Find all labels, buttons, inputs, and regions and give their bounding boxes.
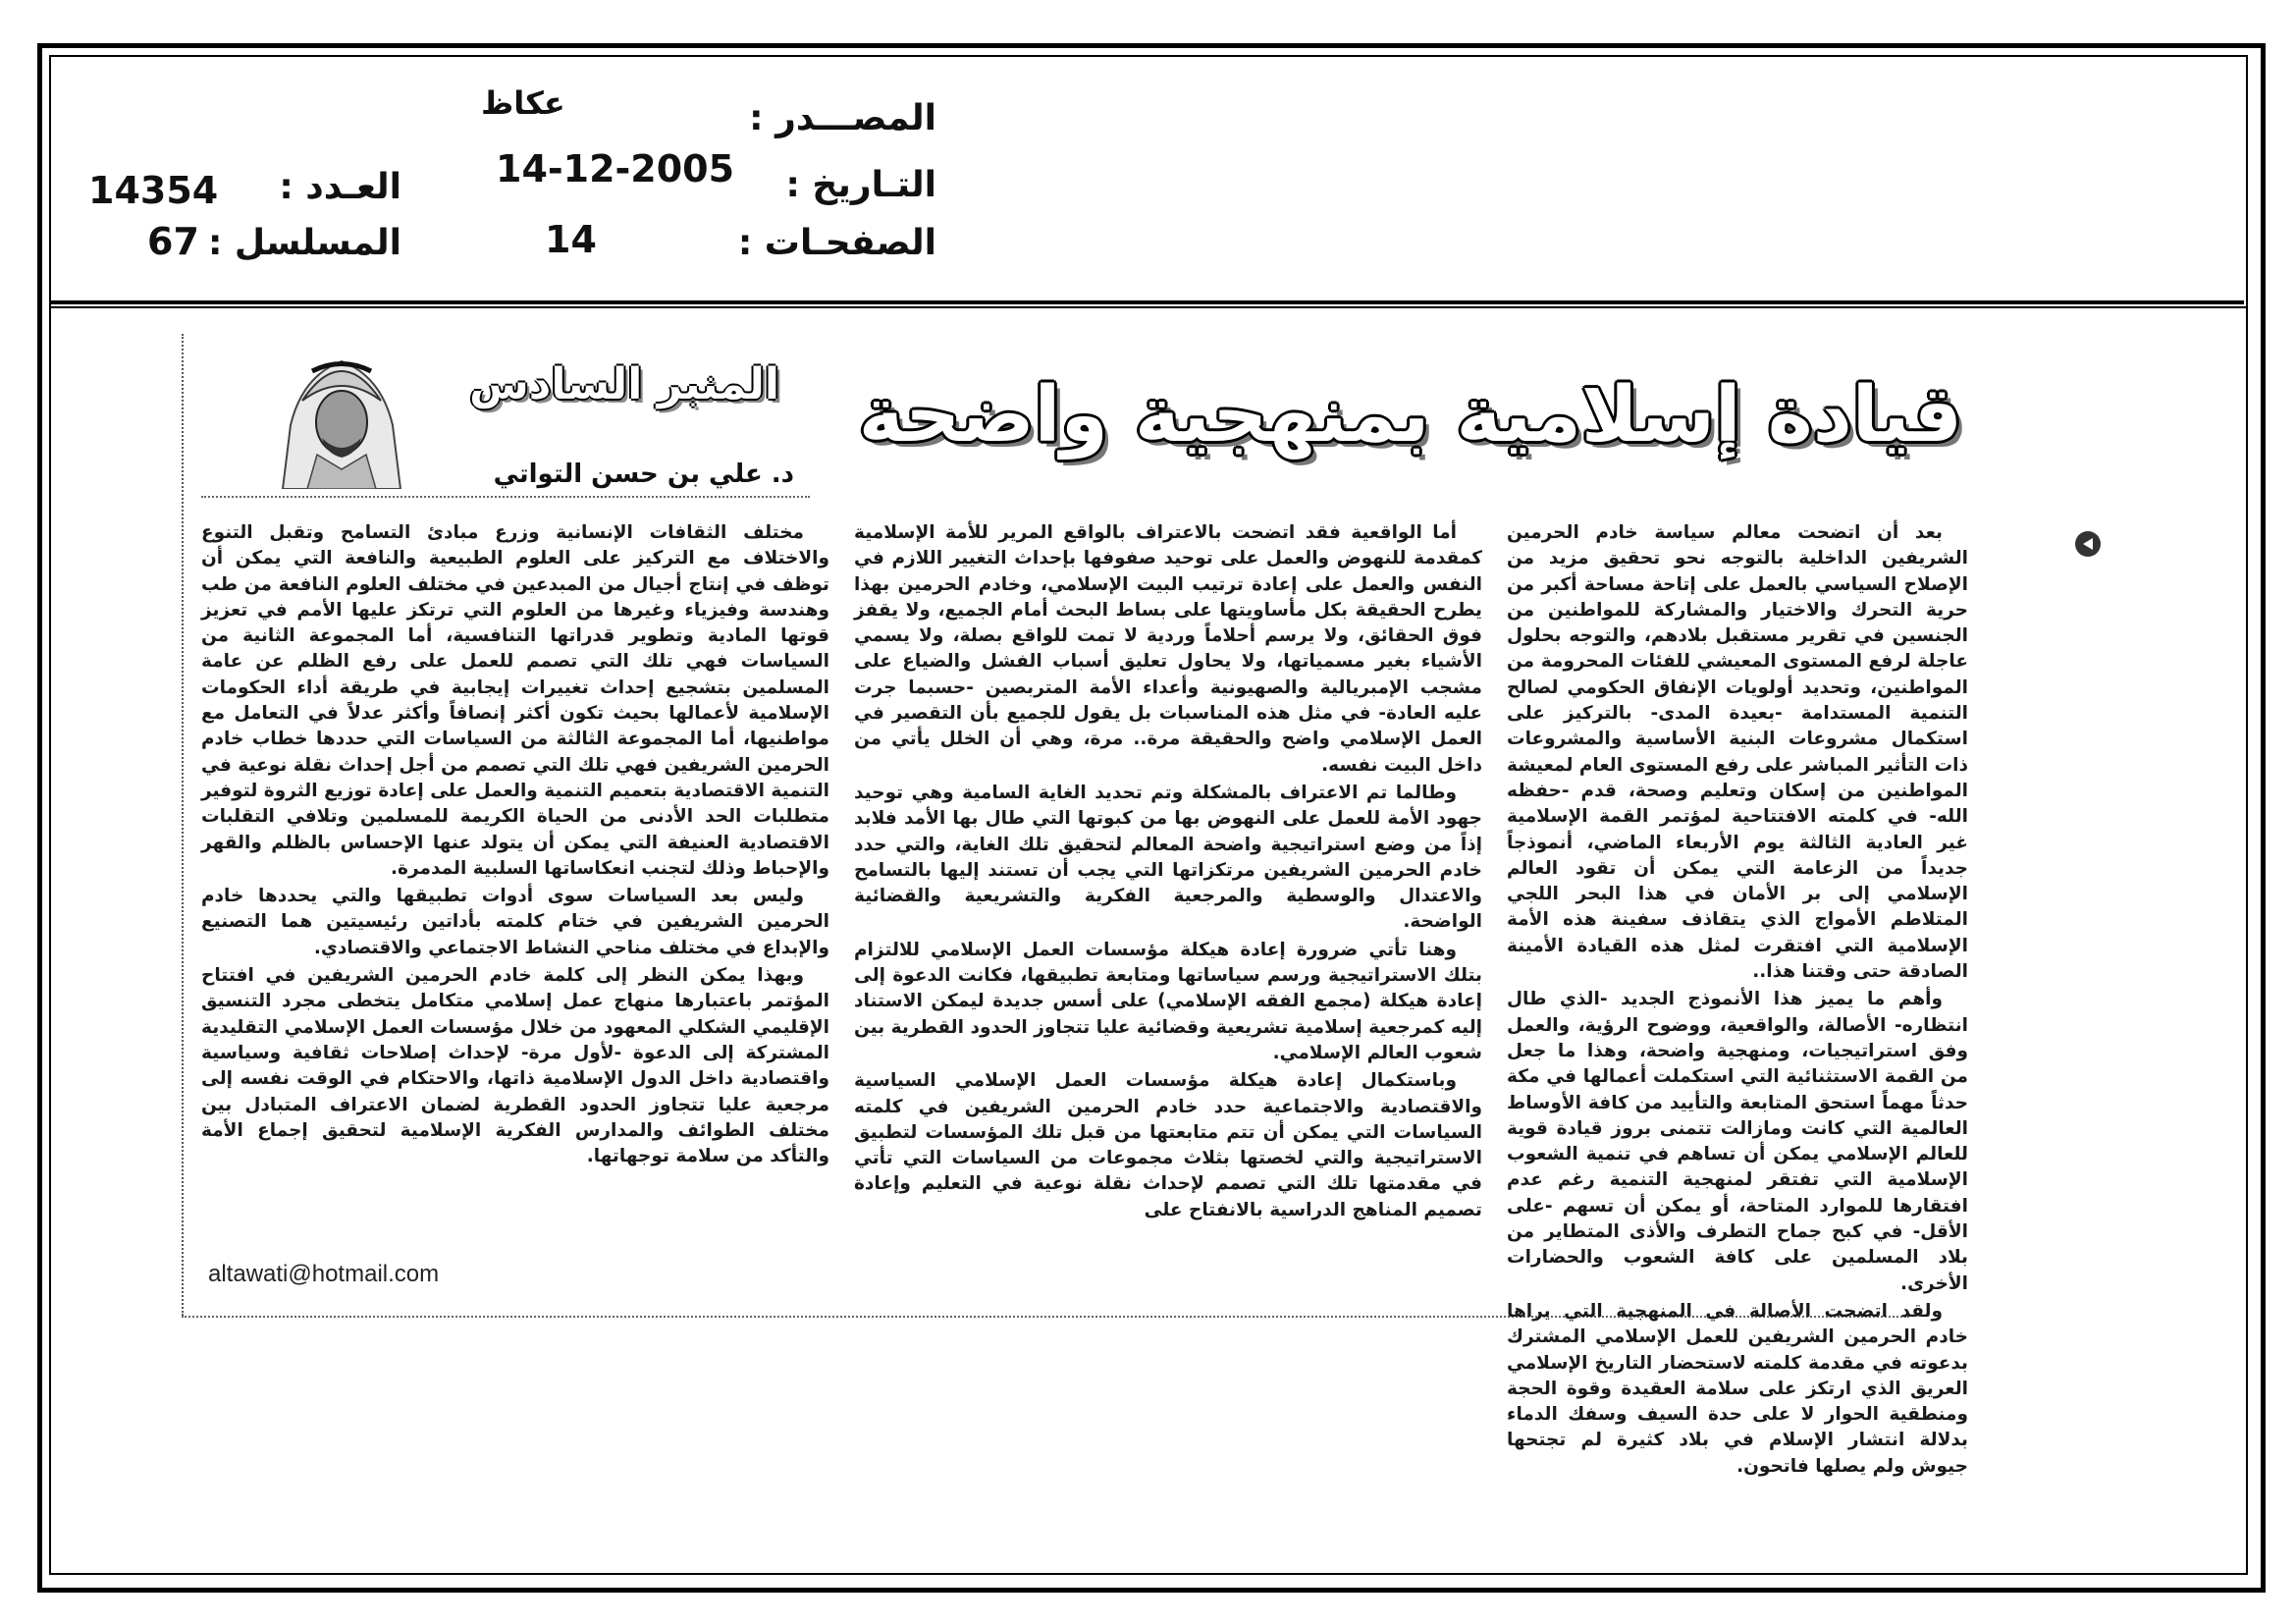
paragraph: بعد أن اتضحت معالم سياسة خادم الحرمين الشريفين الداخلية بالتوجه نحو تحقيق مزيد من الإصلاح السياسي بالعمل على إتاحة مساحة أكبر من حرية التحرك والاختيار والمشاركة للمواطنين من الجنسين في تقرير مستقبل بلادهم، والتوجه بحلول عاجلة لرفع المستوى المعيشي للفئات المحرومة من المواطنين، وتحديد أولويات الإنفاق الحكومي لصالح التنمية المستدامة -بعيدة المدى- بالتركيز على استكمال مشروعات البنية الأساسية والمشروعات ذات التأثير المباشر على رفع المستوى العام لمعيشة المواطنين من إسكان وتعليم وصحة، قدم -حفظه الله- في كلمته الافتتاحية لمؤتمر القمة الإسلامية غير العادية الثالثة يوم الأربعاء الماضي، أنموذجاً جديداً من الزعامة التي يمكن أن تقود العالم الإسلامي إلى بر الأمان في هذا البحر اللجي المتلاطم الأمواج الذي يتقاذف سفينة هذه الأمة الإسلامية التي افتقرت لمثل هذه القيادة الأمينة الصادقة حتى وقتنا هذا.. xyxy=(1507,522,1968,983)
author-photo xyxy=(263,332,420,489)
date-label: التـاريخ : xyxy=(785,165,936,205)
header-divider xyxy=(49,306,2248,308)
author-rule xyxy=(201,496,810,498)
article-headline: قيادة إسلامية بمنهجية واضحة xyxy=(858,371,1962,460)
column-name: المنبر السادس xyxy=(469,359,779,409)
bullet-arrow-icon xyxy=(2073,529,2103,559)
serial-label: المسلسل : xyxy=(207,223,401,263)
paragraph: وهنا تأتي ضرورة إعادة هيكلة مؤسسات العمل الإسلامي للالتزام بتلك الاستراتيجية ورسم سياساتها ومتابعة تطبيقها، فكانت الدعوة إلى إعادة هيكلة (مجمع الفقه الإسلامي) على أسس جديدة ليمكن الاستناد إليه كمرجعية إسلامية تشريعية وقضائية عليا تتجاوز الحدود القطرية بين شعوب العالم الإسلامي. xyxy=(854,939,1482,1063)
pages-label: الصفحـات : xyxy=(737,223,936,263)
paragraph: وباستكمال إعادة هيكلة مؤسسات العمل الإسلامي السياسية والاقتصادية والاجتماعية حدد خادم الحرمين الشريفين في كلمته السياسات التي يمكن أن تتم متابعتها من قبل تلك المؤسسات لتطبيق الاستراتيجية والتي لخصتها بثلاث مجموعات من السياسات التي تأتي في مقدمتها تلك التي تصمم لإحداث نقلة نوعية في التعليم وإعادة تصميم المناهج الدراسية بالانفتاح على xyxy=(854,1070,1482,1220)
pages-value: 14 xyxy=(545,218,597,261)
source-value: عكاظ xyxy=(481,84,565,122)
paragraph: أما الواقعية فقد اتضحت بالاعتراف بالواقع المرير للأمة الإسلامية كمقدمة للنهوض والعمل على توحيد صفوفها بإحداث التغيير اللازم في النفس والعمل على إعادة ترتيب البيت الإسلامي، وخادم الحرمين بهذا يطرح الحقيقة بكل مأساويتها على بساط البحث أمام الجميع، ولا يقفز فوق الحقائق، ولا يرسم أحلاماً وردية لا تمت للواقع بصلة، ولا يسمي الأشياء بغير مسمياتها، ولا يحاول تعليق أسباب الفشل والضياع على مشجب الإمبريالية والصهيونية وأعداء الأمة المتربصين -حسبما جرت عليه العادة- في مثل هذه المناسبات بل يقول للجميع بأن التقصير في العمل الإسلامي واضح والحقيقة مرة.. مرة، وهي أن الخلل يأتي من داخل البيت نفسه. xyxy=(854,522,1482,776)
paragraph: ولقد اتضحت الأصالة في المنهجية التي يراها خادم الحرمين الشريفين للعمل الإسلامي المشترك بدعوته في مقدمة كلمته لاستحضار التاريخ الإسلامي العريق الذي ارتكز على سلامة العقيدة وقوة الحجة ومنطقية الحوار لا على حدة السيف وسفك الدماء بدلالة انتشار الإسلام في بلاد كثيرة لم تجتحها جيوش ولم يصلها فاتحون. xyxy=(1507,1300,1968,1477)
author-email[interactable]: altawati@hotmail.com xyxy=(208,1261,440,1287)
paragraph: وأهم ما يميز هذا الأنموذج الجديد -الذي طال انتظاره- الأصالة، والواقعية، ووضوح الرؤية، والعمل وفق استراتيجيات، ومنهجية واضحة، وهذا ما جعل من القمة الاستثنائية التي استكملت أعمالها في مكة حدثاً مهماً استحق المتابعة والتأييد من كافة الأوساط العالمية التي كانت ومازالت تتمنى بروز قيادة قوية للعالم الإسلامي يمكن أن تساهم في تنمية الشعوب الإسلامية التي تفتقر لمنهجية التنمية رغم عدم افتقارها للموارد المتاحة، أو يمكن أن تسهم -على الأقل- في كبح جماح التطرف والأذى المتطاير من بلاد المسلمين على كافة الشعوب والحضارات الأخرى. xyxy=(1507,989,1968,1294)
column-left xyxy=(201,520,829,1171)
date-value: 14-12-2005 xyxy=(496,147,735,190)
left-margin-rule xyxy=(182,334,184,1316)
author-name: د. علي بن حسن التواتي xyxy=(493,460,794,489)
paragraph: وطالما تم الاعتراف بالمشكلة وتم تحديد الغاية السامية وهي توحيد جهود الأمة للعمل على النهوض بها من كبوتها التي طال بها الأمد فلابد إذاً من وضع استراتيجية واضحة المعالم لتحقيق تلك الغاية، والتي حدد خادم الحرمين الشريفين مرتكزاتها التي يجب أن تستند إليها بالتسامح والاعتدال والوسطية والمرجعية الفكرية والتشريعية والقضائية الواضحة. xyxy=(854,782,1482,933)
column-middle xyxy=(854,520,1482,1225)
paragraph: وبهذا يمكن النظر إلى كلمة خادم الحرمين الشريفين في افتتاح المؤتمر باعتبارها منهاج عمل إسلامي متكامل يتخطى مجرد التنسيق الإقليمي الشكلي المعهود من خلال مؤسسات العمل الإسلامي التقليدية المشتركة إلى الدعوة -لأول مرة- لإحداث إصلاحات ثقافية وسياسية واقتصادية داخل الدول الإسلامية ذاتها، والاحتكام في الوقت نفسه إلى مرجعية عليا تتجاوز الحدود القطرية لضمان الاعتراف المتبادل بين مختلف الطوائف والمدارس الفكرية الإسلامية لتحقيق إجماع الأمة والتأكد من سلامة توجهاتها. xyxy=(201,965,829,1167)
column-right xyxy=(1507,520,1968,1482)
paragraph: مختلف الثقافات الإنسانية وزرع مبادئ التسامح وتقبل التنوع والاختلاف مع التركيز على العلوم الطبيعية والنافعة التي يمكن أن توظف في إنتاج أجيال من المبدعين في مختلف العلوم النافعة من طب وهندسة وفيزياء وغيرها من العلوم التي ترتكز عليها الأمم في تعزيز قوتها المادية وتطوير قدراتها التنافسية، أما المجموعة الثانية من السياسات فهي تلك التي تصمم للعمل على رفع الظلم عن عامة المسلمين بتشجيع إحداث تغييرات إيجابية في طريقة أداء الحكومات الإسلامية لأعمالها بحيث تكون أكثر إنصافاً وأكثر عدلاً في التعامل مع مواطنيها، أما المجموعة الثالثة من السياسات التي حددها خطاب خادم الحرمين الشريفين فهي تلك التي تصمم من أجل إحداث نقلة نوعية في التنمية الاقتصادية بتعميم التنمية والعمل على إعادة توزيع الثروة لتوفير متطلبات الحد الأدنى من الحياة الكريمة للمسلمين وتلافي التقلبات الاقتصادية العنيفة التي يمكن أن يتولد عنها الإحساس بالظلم والقهر والإحباط وذلك لتجنب انعكاساتها السلبية المدمرة. xyxy=(201,522,829,879)
issue-value: 14354 xyxy=(88,169,219,212)
serial-value: 67 xyxy=(147,220,199,263)
issue-label: العـدد : xyxy=(279,167,401,207)
source-label: المصـــدر : xyxy=(749,98,936,138)
paragraph: وليس بعد السياسات سوى أدوات تطبيقها والتي يحددها خادم الحرمين الشريفين في ختام كلمته بأداتين رئيسيتين هما التصنيع والإبداع في مختلف مناحي النشاط الاجتماعي والاقتصادي. xyxy=(201,886,829,958)
